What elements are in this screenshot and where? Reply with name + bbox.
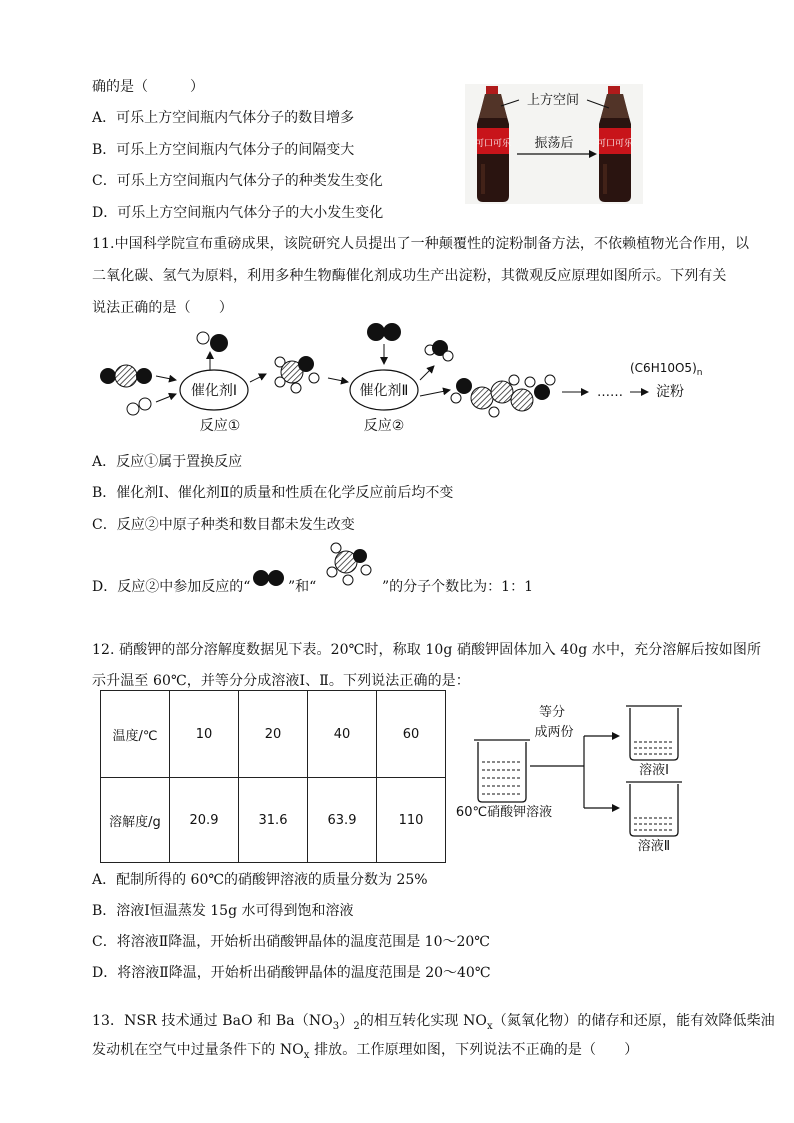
q11-option-d: D．反应②中参加反应的“ ”和“ ”的分子个数比为：1：1 xyxy=(92,542,712,598)
svg-text:60℃硝酸钾溶液: 60℃硝酸钾溶液 xyxy=(455,805,553,820)
o2-molecule-icon xyxy=(367,323,401,341)
svg-text:淀粉: 淀粉 xyxy=(656,384,684,400)
cola-bottle-left-icon xyxy=(475,86,512,202)
q11-stem-line-1: 11.中国科学院宣布重磅成果，该院研究人员提出了一种颠覆性的淀粉制备方法，不依赖植物光合作用，以 xyxy=(92,236,750,252)
q10-option-d: D．可乐上方空间瓶内气体分子的大小发生变化 xyxy=(92,205,384,221)
svg-text:溶液Ⅰ: 溶液Ⅰ xyxy=(639,763,669,778)
q10-option-b: B．可乐上方空间瓶内气体分子的间隔变大 xyxy=(92,142,355,158)
svg-text:(C6H10O5)n: $(C6H10O5)_n$ xyxy=(630,361,703,378)
q11-option-b: B．催化剂Ⅰ、催化剂Ⅱ的质量和性质在化学反应前后均不变 xyxy=(92,485,454,501)
q10-bottles-figure xyxy=(465,84,643,204)
q12-stem-line-2: 示升温至 60℃，并等分分成溶液Ⅰ、Ⅱ。下列说法正确的是： xyxy=(92,673,470,689)
q13-stem-line-1: 13．NSR 技术通过 BaO 和 $Ba(NO_3)_2$的相互转化实现 $NO_x$（氮氧化物）的储存和还原，能有效降低柴油 xyxy=(92,1013,775,1032)
h2o-molecule-icon xyxy=(197,332,228,363)
q10-option-c: C．可乐上方空间瓶内气体分子的种类发生变化 xyxy=(92,173,383,189)
o2-inline-icon xyxy=(252,568,286,588)
table-row: 温度/℃ 10 20 40 60 xyxy=(101,691,446,778)
svg-text:成两份: 成两份 xyxy=(534,725,574,740)
svg-text:可口可乐: 可口可乐 xyxy=(596,139,634,149)
svg-text:催化剂Ⅰ: 催化剂Ⅰ xyxy=(190,383,238,399)
label-after-shaking: 振荡后 xyxy=(534,136,574,151)
h2o2-molecule-icon xyxy=(425,340,453,361)
q11-stem-line-2: 二氧化碳、氢气为原料，利用多种生物酶催化剂成功生产出淀粉，其微观反应原理如图所示。下列有关 xyxy=(92,268,727,284)
q12-beaker-figure xyxy=(448,698,728,858)
cola-bottle-right-icon xyxy=(597,86,634,202)
source-beaker-icon xyxy=(474,740,530,802)
intermediate-molecule-icon xyxy=(275,356,319,393)
svg-text:等分: 等分 xyxy=(538,705,566,720)
svg-text:反应①: 反应① xyxy=(199,418,241,434)
solution-1-beaker-icon xyxy=(626,706,682,760)
svg-text:催化剂Ⅱ: 催化剂Ⅱ xyxy=(359,383,409,399)
q10-stem-tail: 确的是（ ） xyxy=(92,79,204,95)
q10-option-a: A．可乐上方空间瓶内气体分子的数目增多 xyxy=(92,110,355,126)
svg-text:溶液Ⅱ: 溶液Ⅱ xyxy=(637,839,671,854)
q12-option-a: A．配制所得的 60℃的硝酸钾溶液的质量分数为 25% xyxy=(92,872,428,888)
table-row: 溶解度/g 20.9 31.6 63.9 110 xyxy=(101,778,446,863)
q13-stem-line-2: 发动机在空气中过量条件下的 $NO_x$ 排放。工作原理如图，下列说法不正确的是（ ） xyxy=(92,1042,639,1061)
q12-option-c: C．将溶液Ⅱ降温，开始析出硝酸钾晶体的温度范围是 10～20℃ xyxy=(92,934,490,950)
q12-option-d: D．将溶液Ⅱ降温，开始析出硝酸钾晶体的温度范围是 20～40℃ xyxy=(92,965,491,981)
q11-option-c: C．反应②中原子种类和数目都未发生改变 xyxy=(92,517,355,533)
intermediate-inline-icon xyxy=(318,542,378,592)
svg-text:可口可乐: 可口可乐 xyxy=(474,139,512,149)
svg-text:反应②: 反应② xyxy=(363,418,405,434)
q12-stem-line-1: 12. 硝酸钾的部分溶解度数据见下表。20℃时，称取 10g 硝酸钾固体加入 40g 水中，充分溶解后按如图所 xyxy=(92,642,762,658)
chain-molecule-icon xyxy=(451,375,555,417)
h2-molecule-icon xyxy=(127,398,151,415)
q11-option-a: A．反应①属于置换反应 xyxy=(92,454,243,470)
label-upper-space: 上方空间 xyxy=(526,93,580,108)
q12-option-b: B．溶液Ⅰ恒温蒸发 15g 水可得到饱和溶液 xyxy=(92,903,354,919)
co2-molecule-icon xyxy=(100,365,152,387)
solubility-table xyxy=(100,690,446,863)
q11-reaction-diagram xyxy=(90,318,710,438)
solution-2-beaker-icon xyxy=(626,782,682,836)
q11-stem-line-3: 说法正确的是（ ） xyxy=(92,300,233,316)
svg-text:……: …… xyxy=(597,385,623,400)
